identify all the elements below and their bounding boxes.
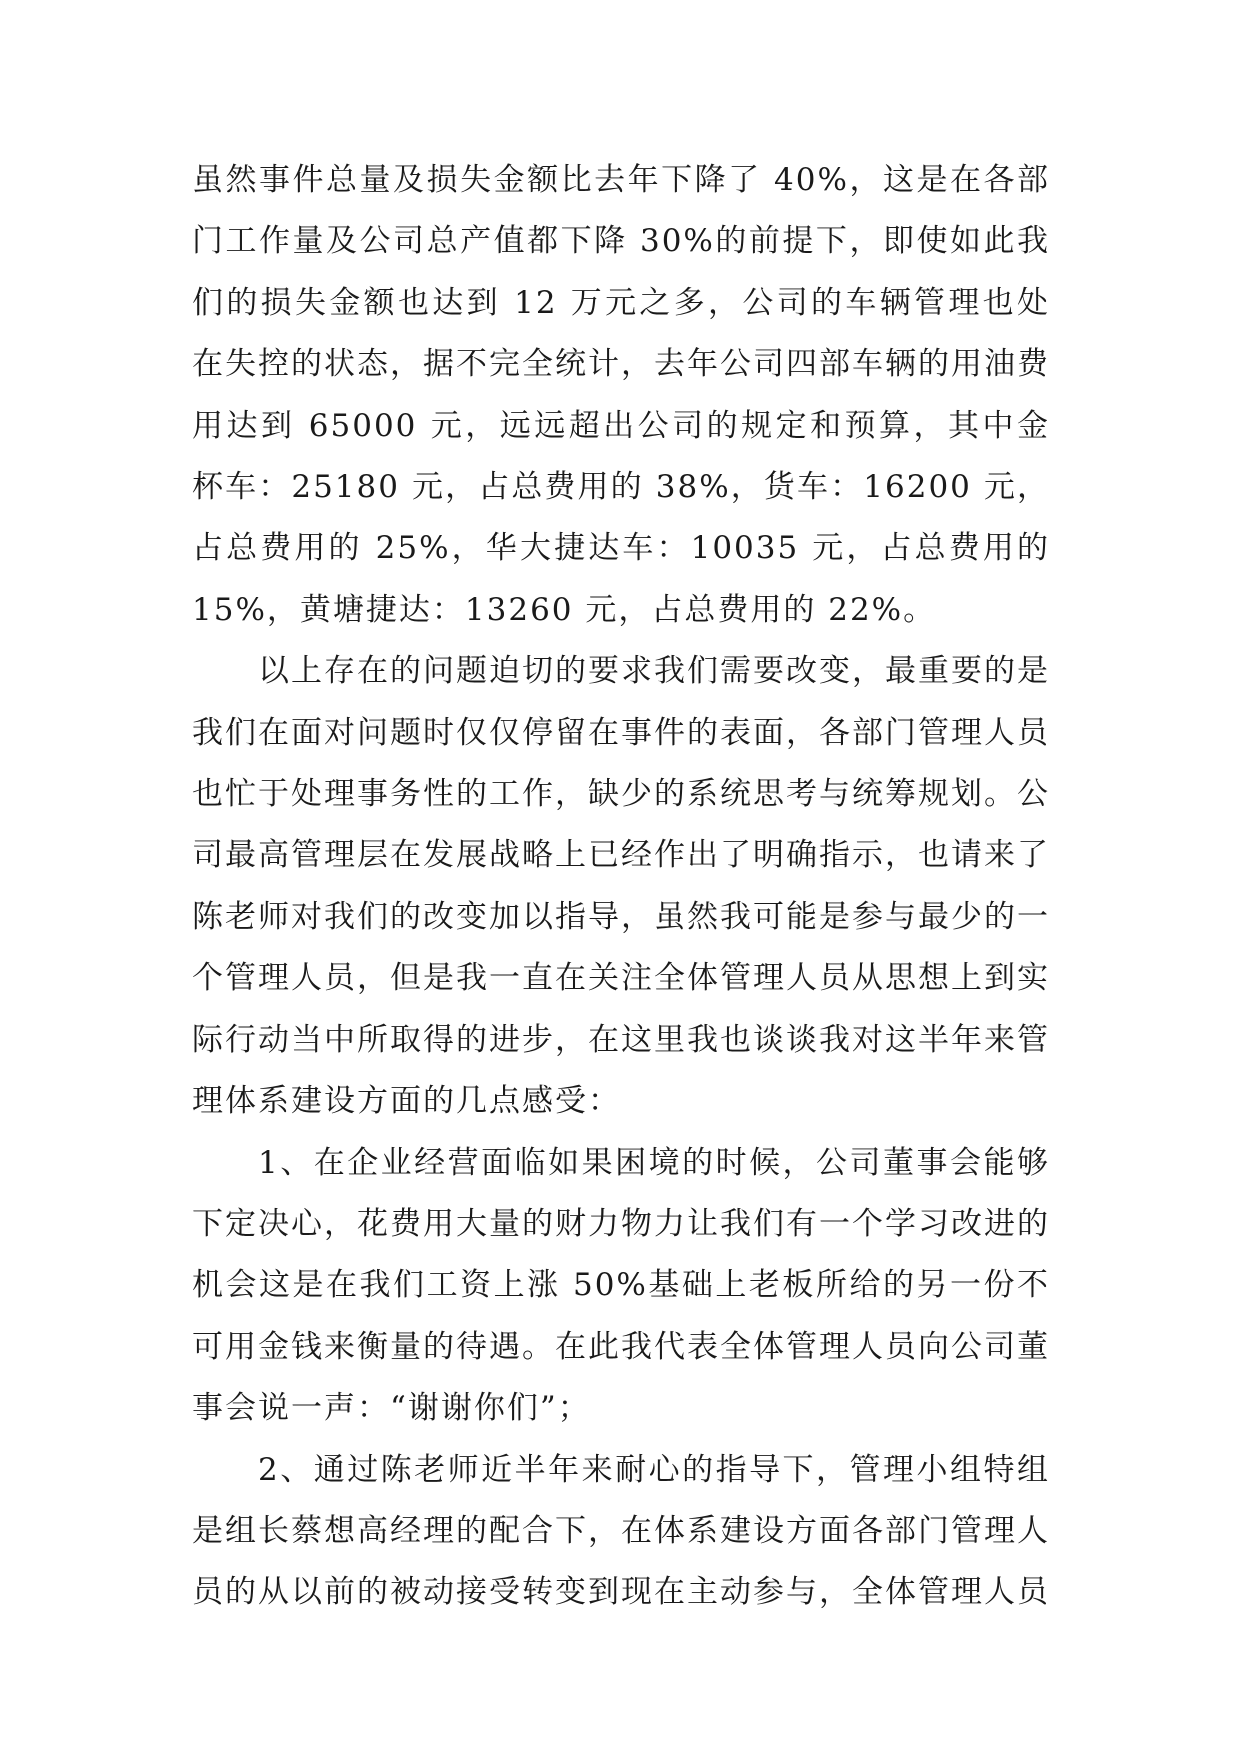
document-body [192,150,1050,1624]
paragraph-point-1: 1、在企业经营面临如果困境的时候，公司董事会能够下定决心，花费用大量的财力物力让我们有一个学习改进的机会这是在我们工资上涨 50%基础上老板所给的另一份不可用金钱来衡量的待遇。在此我代表全体管理人员向公司董事会说一声：“谢谢你们”； [192,1144,1050,1427]
paragraph-vehicle-costs: 虽然事件总量及损失金额比去年下降了 40%，这是在各部门工作量及公司总产值都下降 30%的前提下，即使如此我们的损失金额也达到 12 万元之多，公司的车辆管理也处在失控的状态，据不完全统计，去年公司四部车辆的用油费用达到 65000 元，远远超出公司的规定和预算，其中金杯车：25180 元，占总费用的 38%，货车：16200 元，占总费用的 25%，华大捷达车：10035 元，占总费用的 15%，黄塘捷达：13260 元，占总费用的 22%。 [192,162,1050,628]
paragraph-point-2: 2、通过陈老师近半年来耐心的指导下，管理小组特组是组长蔡想高经理的配合下，在体系建设方面各部门管理人员的从以前的被动接受转变到现在主动参与，全体管理人员 [192,1451,1050,1611]
paragraph-problems-and-change: 以上存在的问题迫切的要求我们需要改变，最重要的是我们在面对问题时仅仅停留在事件的表面，各部门管理人员也忙于处理事务性的工作，缺少的系统思考与统筹规划。公司最高管理层在发展战略上已经作出了明确指示，也请来了陈老师对我们的改变加以指导，虽然我可能是参与最少的一个管理人员，但是我一直在关注全体管理人员从思想上到实际行动当中所取得的进步，在这里我也谈谈我对这半年来管理体系建设方面的几点感受： [192,653,1050,1120]
